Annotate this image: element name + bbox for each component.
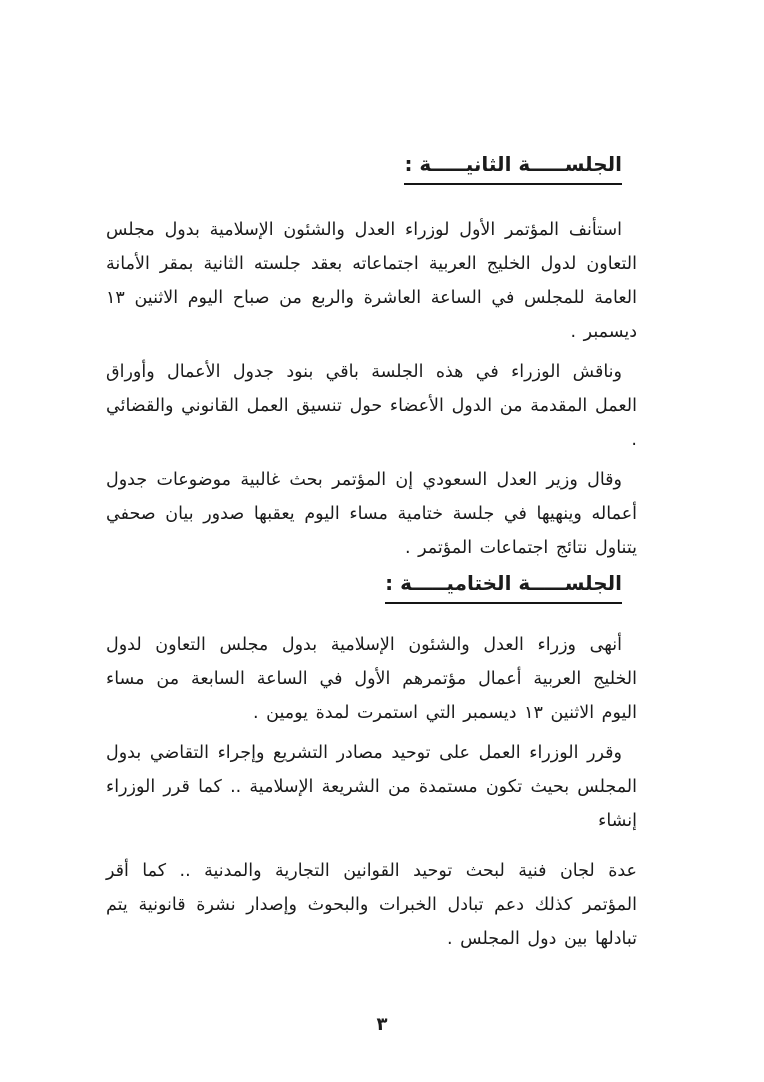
second-session-paragraph-2: وناقش الوزراء في هذه الجلسة باقي بنود جدول الأعمال وأوراق العمل المقدمة من الدول الأعضاء حول تنسيق العمل القانوني والقضائي .: [106, 362, 637, 450]
closing-session-heading: الجلســـــة الختاميـــــة :: [385, 571, 622, 604]
second-session-heading-row: [106, 152, 637, 185]
closing-session-paragraph-1: أنهى وزراء العدل والشئون الإسلامية بدول مجلس التعاون لدول الخليج العربية أعمال مؤتمرهم الأول في الساعة السابعة من مساء اليوم الاثنين ١٣ ديسمبر التي استمرت لمدة يومين .: [106, 635, 637, 723]
closing-session-paragraph-3: عدة لجان فنية لبحث توحيد القوانين التجارية والمدنية .. كما أقر المؤتمر كذلك دعم تبادل الخبرات والبحوث وإصدار نشرة قانونية يتم تبادلها بين دول المجلس .: [106, 861, 637, 949]
page-number: ٣: [376, 1014, 388, 1035]
second-session-paragraph-3: وقال وزير العدل السعودي إن المؤتمر بحث غالبية موضوعات جدول أعماله وينهيها في جلسة ختامية مساء اليوم يعقبها صدور بيان صحفي يتناول نتائج اجتماعات المؤتمر .: [106, 470, 637, 558]
second-session-paragraph-1: استأنف المؤتمر الأول لوزراء العدل والشئون الإسلامية بدول مجلس التعاون لدول الخليج العربية اجتماعاته بعقد جلسته الثانية بمقر الأمانة العامة للمجلس في الساعة العاشرة والربع من صباح اليوم الاثنين ١٣ ديسمبر .: [106, 220, 637, 342]
closing-session-heading-row: [106, 571, 637, 604]
closing-session-paragraph-2: وقرر الوزراء العمل على توحيد مصادر التشريع وإجراء التقاضي بدول المجلس بحيث تكون مستمدة من الشريعة الإسلامية .. كما قرر الوزراء إنشاء: [106, 743, 637, 831]
document-content: [106, 152, 637, 962]
second-session-heading: الجلســـــة الثانيـــــة :: [404, 152, 622, 185]
